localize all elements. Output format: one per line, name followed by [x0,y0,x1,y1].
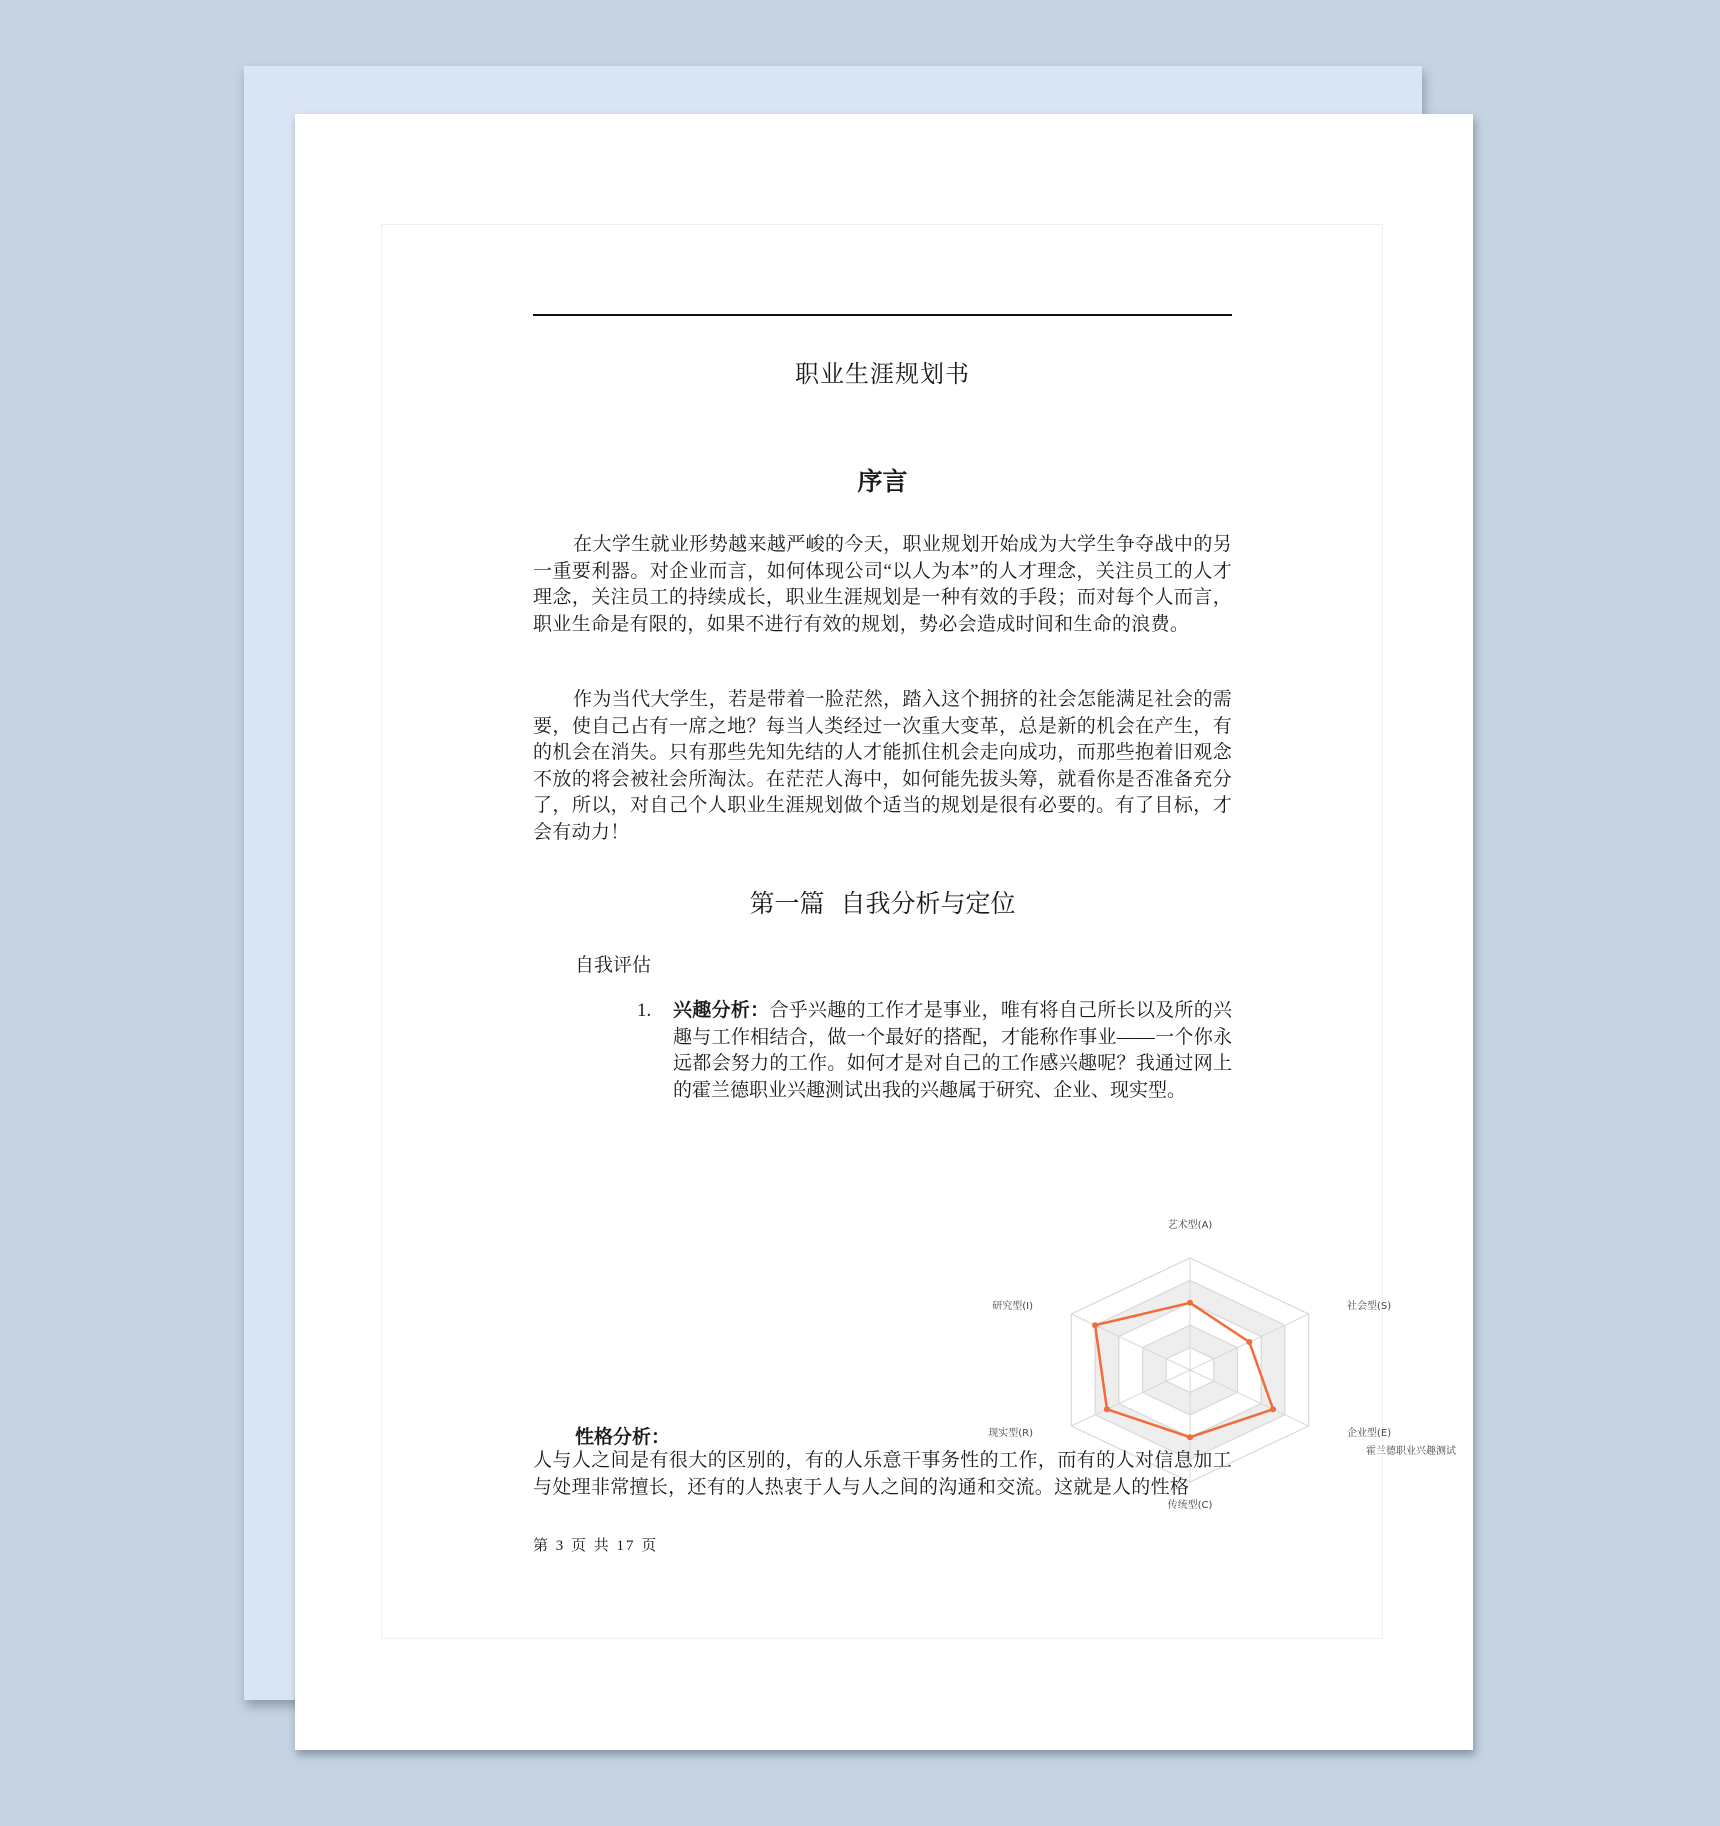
radar-axis-label: 传统型(C) [1167,1500,1213,1511]
list-item-body: 合乎兴趣的工作才是事业，唯有将自己所长以及所的兴趣与工作相结合，做一个最好的搭配，才能称作事业——一个你永远都会努力的工作。如何才是对自己的工作感兴趣呢？我通过网上的霍兰德职业兴趣测试出我的兴趣属于研究、企业、现实型。 [673,1000,1232,1101]
radar-axis-label: 企业型(E) [1347,1428,1392,1439]
preface-paragraph-2: 作为当代大学生，若是带着一脸茫然，踏入这个拥挤的社会怎能满足社会的需要，使自己占有一席之地？每当人类经过一次重大变革，总是新的机会在产生，有的机会在消失。只有那些先知先结的人才能抓住机会走向成功，而那些抱着旧观念不放的将会被社会所淘汰。在茫茫人海中，如何能先拔头筹，就看你是否准备充分了，所以，对自己个人职业生涯规划做个适当的规划是很有必要的。有了目标，才会有动力！ [533,689,1232,843]
section-heading-self-assessment: 自我评估 [575,954,652,976]
list-number: 1. [637,1000,652,1021]
radar-data-point [1270,1406,1276,1412]
radar-data-point [1104,1406,1110,1412]
list-item-label: 兴趣分析： [673,1000,770,1021]
holland-radar-chart [933,1154,1456,1511]
list-item-text [673,998,1232,1104]
radar-axis-label: 现实型(R) [988,1428,1033,1439]
header-rule [533,314,1232,316]
radar-chart-svg [933,1154,1456,1511]
radar-axis-label: 社会型(S) [1347,1301,1392,1312]
document-page [295,114,1473,1750]
radar-axis-label: 研究型(I) [992,1301,1033,1312]
document-title: 职业生涯规划书 [795,360,970,388]
radar-data-point [1246,1339,1252,1345]
radar-axis-label: 艺术型(A) [1167,1220,1213,1231]
chapter-heading: 第一篇 自我分析与定位 [749,889,1016,918]
personality-heading: 性格分析： [575,1427,671,1448]
page-number-footer: 第 3 页 共 17 页 [533,1538,659,1554]
preface-paragraph-1: 在大学生就业形势越来越严峻的今天，职业规划开始成为大学生争夺战中的另一重要利器。对企业而言，如何体现公司“以人为本”的人才理念，关注员工的人才理念，关注员工的持续成长，职业生涯规划是一种有效的手段；而对每个人而言，职业生命是有限的，如果不进行有效的规划，势必会造成时间和生命的浪费。 [533,534,1232,635]
radar-data-point [1187,1434,1193,1440]
radar-data-point [1187,1300,1193,1306]
preface-heading: 序言 [857,467,908,496]
personality-paragraph: 人与人之间是有很大的区别的，有的人乐意干事务性的工作，而有的人对信息加工与处理非常擅长，还有的人热衷于人与人之间的沟通和交流。这就是人的性格 [533,1450,1232,1498]
radar-data-point [1092,1322,1098,1328]
radar-chart-title: 霍兰德职业兴趣测试 [1366,1446,1456,1457]
